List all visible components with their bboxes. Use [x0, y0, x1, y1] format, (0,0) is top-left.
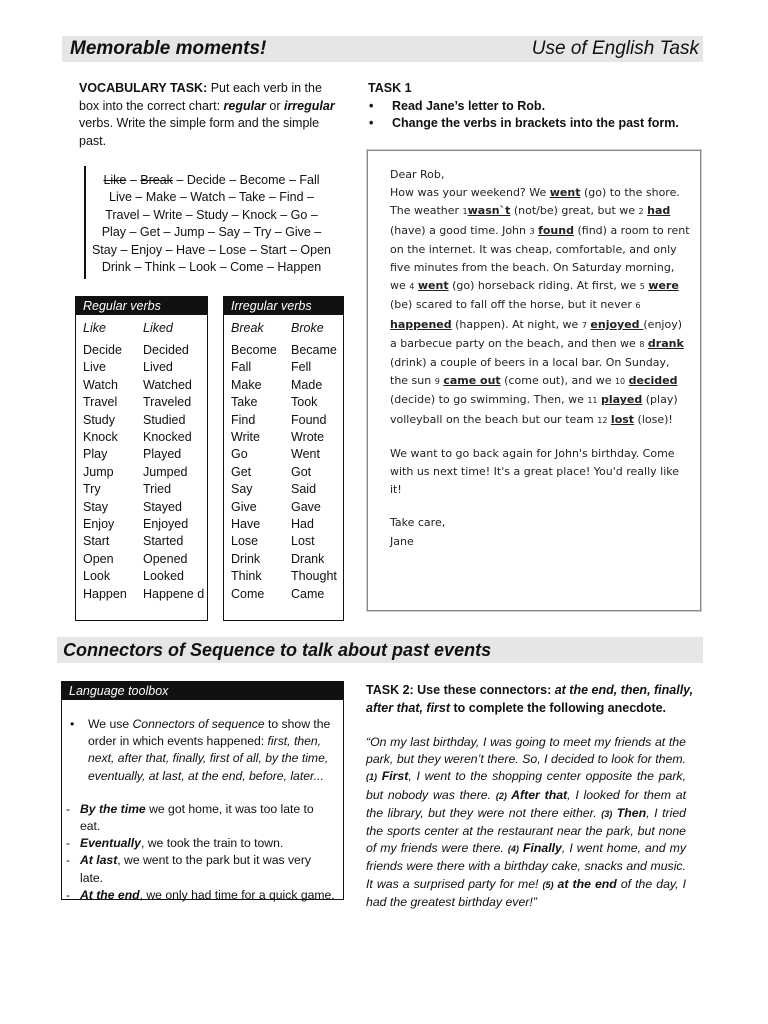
table-row [76, 464, 207, 481]
table-cell: Think [231, 569, 262, 584]
verb-sep: – [126, 173, 141, 187]
example-text: , we only had time for a quick game. [139, 887, 335, 902]
table-row [76, 342, 207, 359]
anecdote-part: of the day, I had the greatest birthday ever!” [366, 876, 687, 909]
table-cell: Lose [231, 534, 259, 549]
table-row [224, 394, 343, 411]
blank-number: (4) [507, 844, 519, 855]
table-cell: Happene d [143, 586, 205, 601]
table-cell: Wrote [291, 430, 325, 445]
table-cell: Stayed [143, 499, 182, 514]
table-row [224, 533, 343, 550]
blank-number: 8 [639, 339, 645, 349]
irregular-verbs-table [223, 296, 344, 621]
table-cell: Fell [291, 360, 312, 375]
table-row [76, 586, 207, 603]
table-cell: Watch [83, 377, 118, 392]
blank-number: 2 [638, 207, 644, 217]
table-header: Regular verbs [76, 297, 207, 315]
letter-text: (be) scared to fall off the horse, but it never [390, 298, 636, 312]
regular-word: regular [223, 98, 266, 113]
answer: found [538, 223, 574, 237]
answer: had [647, 204, 671, 218]
page-subtitle: Use of English Task [531, 38, 699, 59]
letter-paragraph [390, 184, 690, 430]
table-cell: Live [83, 360, 106, 375]
task1-title: TASK 1 [368, 81, 412, 95]
table-cell: Break [231, 321, 264, 335]
toolbox-text: We use [88, 717, 133, 731]
letter-text: (not/be) great, but we [510, 204, 639, 218]
table-row [224, 412, 343, 429]
example-connector: By the time [80, 801, 146, 816]
vocabulary-task-instructions [79, 80, 341, 150]
task2-text: to complete the following anecdote. [450, 700, 667, 715]
section-title-banner [57, 637, 703, 663]
table-cell: Drink [231, 551, 261, 566]
letter-text: (lose)! [634, 412, 673, 426]
letter-signature: Jane [390, 534, 414, 548]
blank-number: (5) [542, 879, 554, 890]
example-connector: At last [80, 853, 118, 868]
table-cell: Play [83, 447, 108, 462]
struck-verb: Break [140, 173, 173, 187]
letter-closing: Take care, [390, 516, 446, 530]
table-cell: Opened [143, 551, 188, 566]
table-cell: Became [291, 343, 337, 357]
anecdote-part: , I looked for them at the library, but they were not there either. [366, 787, 686, 820]
table-row [76, 568, 207, 585]
table-cell: Started [143, 534, 184, 549]
page-title-banner [62, 36, 703, 62]
table-cell: Write [231, 430, 260, 445]
table-cell: Tried [143, 482, 172, 497]
table-cell: Enjoy [83, 517, 115, 532]
table-cell: Lived [143, 360, 173, 375]
verb-line: Travel – Write – Study – Knock – Go – [105, 207, 318, 222]
example-row [76, 317, 207, 339]
table-row [224, 377, 343, 394]
blank-number: 3 [529, 226, 535, 236]
table-cell: Try [83, 482, 101, 497]
table-cell: Looked [143, 569, 185, 584]
table-cell: Got [291, 464, 312, 479]
answer: First [377, 769, 409, 784]
table-cell: Say [231, 482, 253, 497]
struck-verb: Like [103, 173, 127, 187]
blank-number: (2) [495, 790, 507, 801]
answer: at the end [553, 876, 617, 891]
answer: Then [612, 805, 647, 820]
list-item [66, 835, 337, 852]
table-cell: Played [143, 447, 182, 462]
table-cell: Made [291, 377, 323, 392]
table-cell: Come [231, 586, 265, 601]
anecdote-part: “On my last birthday, I was going to meet my friends at the park, but they weren’t there. So, I decided to look for them. [366, 735, 686, 767]
table-cell: Travel [83, 395, 118, 410]
task1-instructions [368, 80, 703, 133]
anecdote-part: , I tried the sports center at the restaurant near the park, but none of my friends were there. [366, 805, 686, 856]
table-row [76, 516, 207, 533]
letter-paragraph: We want to go back again for John's birthday. Come with us next time! It's a great place! You'd really like it! [390, 446, 680, 497]
table-row [76, 446, 207, 463]
table-cell: Jump [83, 464, 114, 479]
irregular-word: irregular [283, 98, 335, 113]
table-row [224, 499, 343, 516]
verb-box [84, 166, 337, 279]
table-row [76, 377, 207, 394]
letter-text: (have) a good time. John [390, 223, 530, 237]
table-header: Irregular verbs [224, 297, 343, 315]
blank-number: 6 [635, 301, 641, 311]
table-cell: Took [291, 395, 318, 410]
toolbox-examples [62, 785, 343, 904]
answer: came out [443, 374, 501, 388]
letter-text: (go) horseback riding. At first, we [448, 279, 640, 293]
letter-text: (happen). At night, we [451, 317, 582, 331]
table-cell: Traveled [143, 395, 192, 410]
table-row [224, 568, 343, 585]
anecdote-part: , I went to the shopping center opposite the park, but nobody was there. [366, 769, 686, 802]
table-row [224, 586, 343, 603]
table-row [76, 394, 207, 411]
table-cell: Broke [291, 321, 324, 335]
blank-number: 11 [587, 396, 598, 406]
verb-line: Play – Get – Jump – Say – Try – Give – [101, 225, 322, 240]
table-cell: Found [291, 412, 327, 427]
list-item [66, 852, 337, 886]
table-cell: Open [83, 551, 114, 566]
toolbox-bullet [62, 700, 343, 785]
answer: decided [628, 374, 678, 388]
table-cell: Get [231, 464, 252, 479]
letter-text: (drink) a couple of beers in a local bar. On Sunday, the sun [390, 356, 670, 388]
table-row [76, 481, 207, 498]
letter-text: (come out), and we [500, 374, 615, 388]
toolbox-header: Language toolbox [62, 682, 343, 700]
regular-verbs-table [75, 296, 208, 621]
vocab-text: or [265, 98, 284, 113]
list-item [66, 887, 337, 904]
table-cell: Decide [83, 343, 122, 357]
answer: were [648, 279, 679, 293]
letter-text: (enjoy) a barbecue party on the beach, and then we [390, 317, 683, 350]
anecdote-text [366, 734, 686, 911]
example-text: we got home, it was too late to eat. [80, 801, 314, 834]
answer: happened [390, 317, 452, 331]
letter-text: (find) a room to rent on the internet. It was cheap, comfortable, and only five minutes from the beach. On Saturday morning, we [390, 223, 690, 293]
table-cell: Jumped [143, 464, 188, 479]
table-cell: Came [291, 586, 325, 601]
table-cell: Studied [143, 412, 186, 427]
blank-number: 1 [462, 207, 468, 217]
toolbox-term: Connectors of sequence [132, 717, 265, 731]
table-cell: Have [231, 517, 261, 532]
answer: wasn`t [467, 204, 511, 218]
vocabulary-task-label: VOCABULARY TASK: [79, 81, 208, 95]
answer: went [417, 279, 449, 293]
table-cell: Look [83, 569, 111, 584]
answer: played [601, 393, 643, 407]
table-cell: Fall [231, 360, 252, 375]
table-cell: Lost [291, 534, 315, 549]
blank-number: 5 [639, 282, 645, 292]
blank-number: (3) [601, 808, 613, 819]
list-item: • Read Jane’s letter to Rob. [368, 98, 703, 116]
table-row [224, 551, 343, 568]
answer: lost [610, 412, 635, 426]
table-cell: Said [291, 482, 317, 497]
verb-line: Drink – Think – Look – Come – Happen [101, 260, 322, 275]
verb-line-rest: – Decide – Become – Fall [172, 173, 320, 187]
bullet-dot: • [70, 717, 75, 731]
list-item [66, 801, 337, 835]
table-cell: Drank [291, 551, 325, 566]
example-connector: Eventually [80, 836, 141, 851]
table-cell: Enjoyed [143, 517, 189, 532]
answer: went [549, 186, 581, 200]
letter-box [367, 150, 701, 611]
example-connector: At the end [80, 887, 140, 902]
task1-list [368, 98, 703, 133]
table-cell: Happen [83, 586, 127, 601]
example-text: , we went to the park but it was very late. [80, 853, 311, 885]
task2-connectors: at the end, then, finally, after that, first [366, 683, 694, 715]
table-cell: Knocked [143, 430, 192, 445]
vocab-text: verbs. Write the simple form and the simple past. [79, 116, 320, 148]
table-cell: Take [231, 395, 258, 410]
blank-number: 7 [581, 320, 587, 330]
letter-text: How was your weekend? We [390, 186, 550, 200]
page-title: Memorable moments! [70, 38, 267, 59]
language-toolbox [61, 681, 344, 900]
table-cell: Start [83, 534, 110, 549]
blank-number: 10 [614, 377, 626, 387]
table-row [76, 551, 207, 568]
table-cell: Become [231, 343, 277, 357]
blank-number: 12 [597, 415, 608, 425]
verb-line: Stay – Enjoy – Have – Lose – Start – Open [91, 242, 332, 257]
table-cell: Find [231, 412, 256, 427]
table-row [224, 359, 343, 376]
table-cell: Like [83, 321, 106, 335]
toolbox-text: to show the order in which events happened: [88, 717, 331, 749]
table-cell: Give [231, 499, 257, 514]
verb-line: Live – Make – Watch – Take – Find – [109, 190, 314, 205]
verb-line [86, 172, 337, 189]
table-cell: Had [291, 517, 314, 532]
table-row [76, 412, 207, 429]
table-rows [224, 342, 343, 603]
table-row [224, 429, 343, 446]
task2-label: TASK 2: Use these connectors: [366, 683, 555, 697]
table-cell: Decided [143, 343, 189, 357]
section-title: Connectors of Sequence to talk about past events [63, 640, 492, 660]
table-cell: Knock [83, 430, 118, 445]
task2-instructions [366, 682, 704, 717]
table-cell: Thought [291, 569, 337, 584]
blank-number: 4 [409, 282, 415, 292]
table-cell: Make [231, 377, 262, 392]
answer: After that [506, 787, 568, 802]
blank-number: 9 [434, 377, 440, 387]
example-text: , we took the train to town. [140, 836, 284, 851]
table-row [224, 446, 343, 463]
table-row [76, 429, 207, 446]
table-row [76, 359, 207, 376]
blank-number: (1) [366, 772, 377, 783]
vocab-text: Put each verb in the box into the correct chart: [79, 81, 322, 113]
letter-text: (decide) to go swimming. Then, we [390, 393, 588, 407]
answer: Finally [518, 841, 562, 856]
table-cell: Watched [143, 377, 192, 392]
answer: enjoyed [590, 317, 644, 331]
table-cell: Study [83, 412, 115, 427]
table-cell: Stay [83, 499, 109, 514]
table-row [224, 464, 343, 481]
table-row [224, 342, 343, 359]
example-row [224, 317, 343, 339]
table-cell: Gave [291, 499, 321, 514]
anecdote-part: , I went home, and my friends were there with a birthday cake, snacks and music. It was a surprised party for me! [366, 841, 686, 891]
table-rows [76, 342, 207, 603]
connector-list: first, then, next, after that, finally, first of all, by the time, eventually, at last, at the end, before, later... [88, 734, 329, 783]
letter-text: (go) to the shore. The weather [390, 186, 680, 218]
answer: drank [647, 336, 684, 350]
table-row [76, 533, 207, 550]
table-cell: Liked [143, 321, 173, 335]
table-row [224, 481, 343, 498]
table-row [76, 499, 207, 516]
letter-text: (play) volleyball on the beach but our team [390, 393, 678, 426]
letter-greeting: Dear Rob, [390, 168, 445, 181]
table-cell: Went [291, 447, 320, 462]
table-cell: Go [231, 447, 248, 462]
table-row [224, 516, 343, 533]
list-item: • Change the verbs in brackets into the past form. [368, 115, 703, 133]
